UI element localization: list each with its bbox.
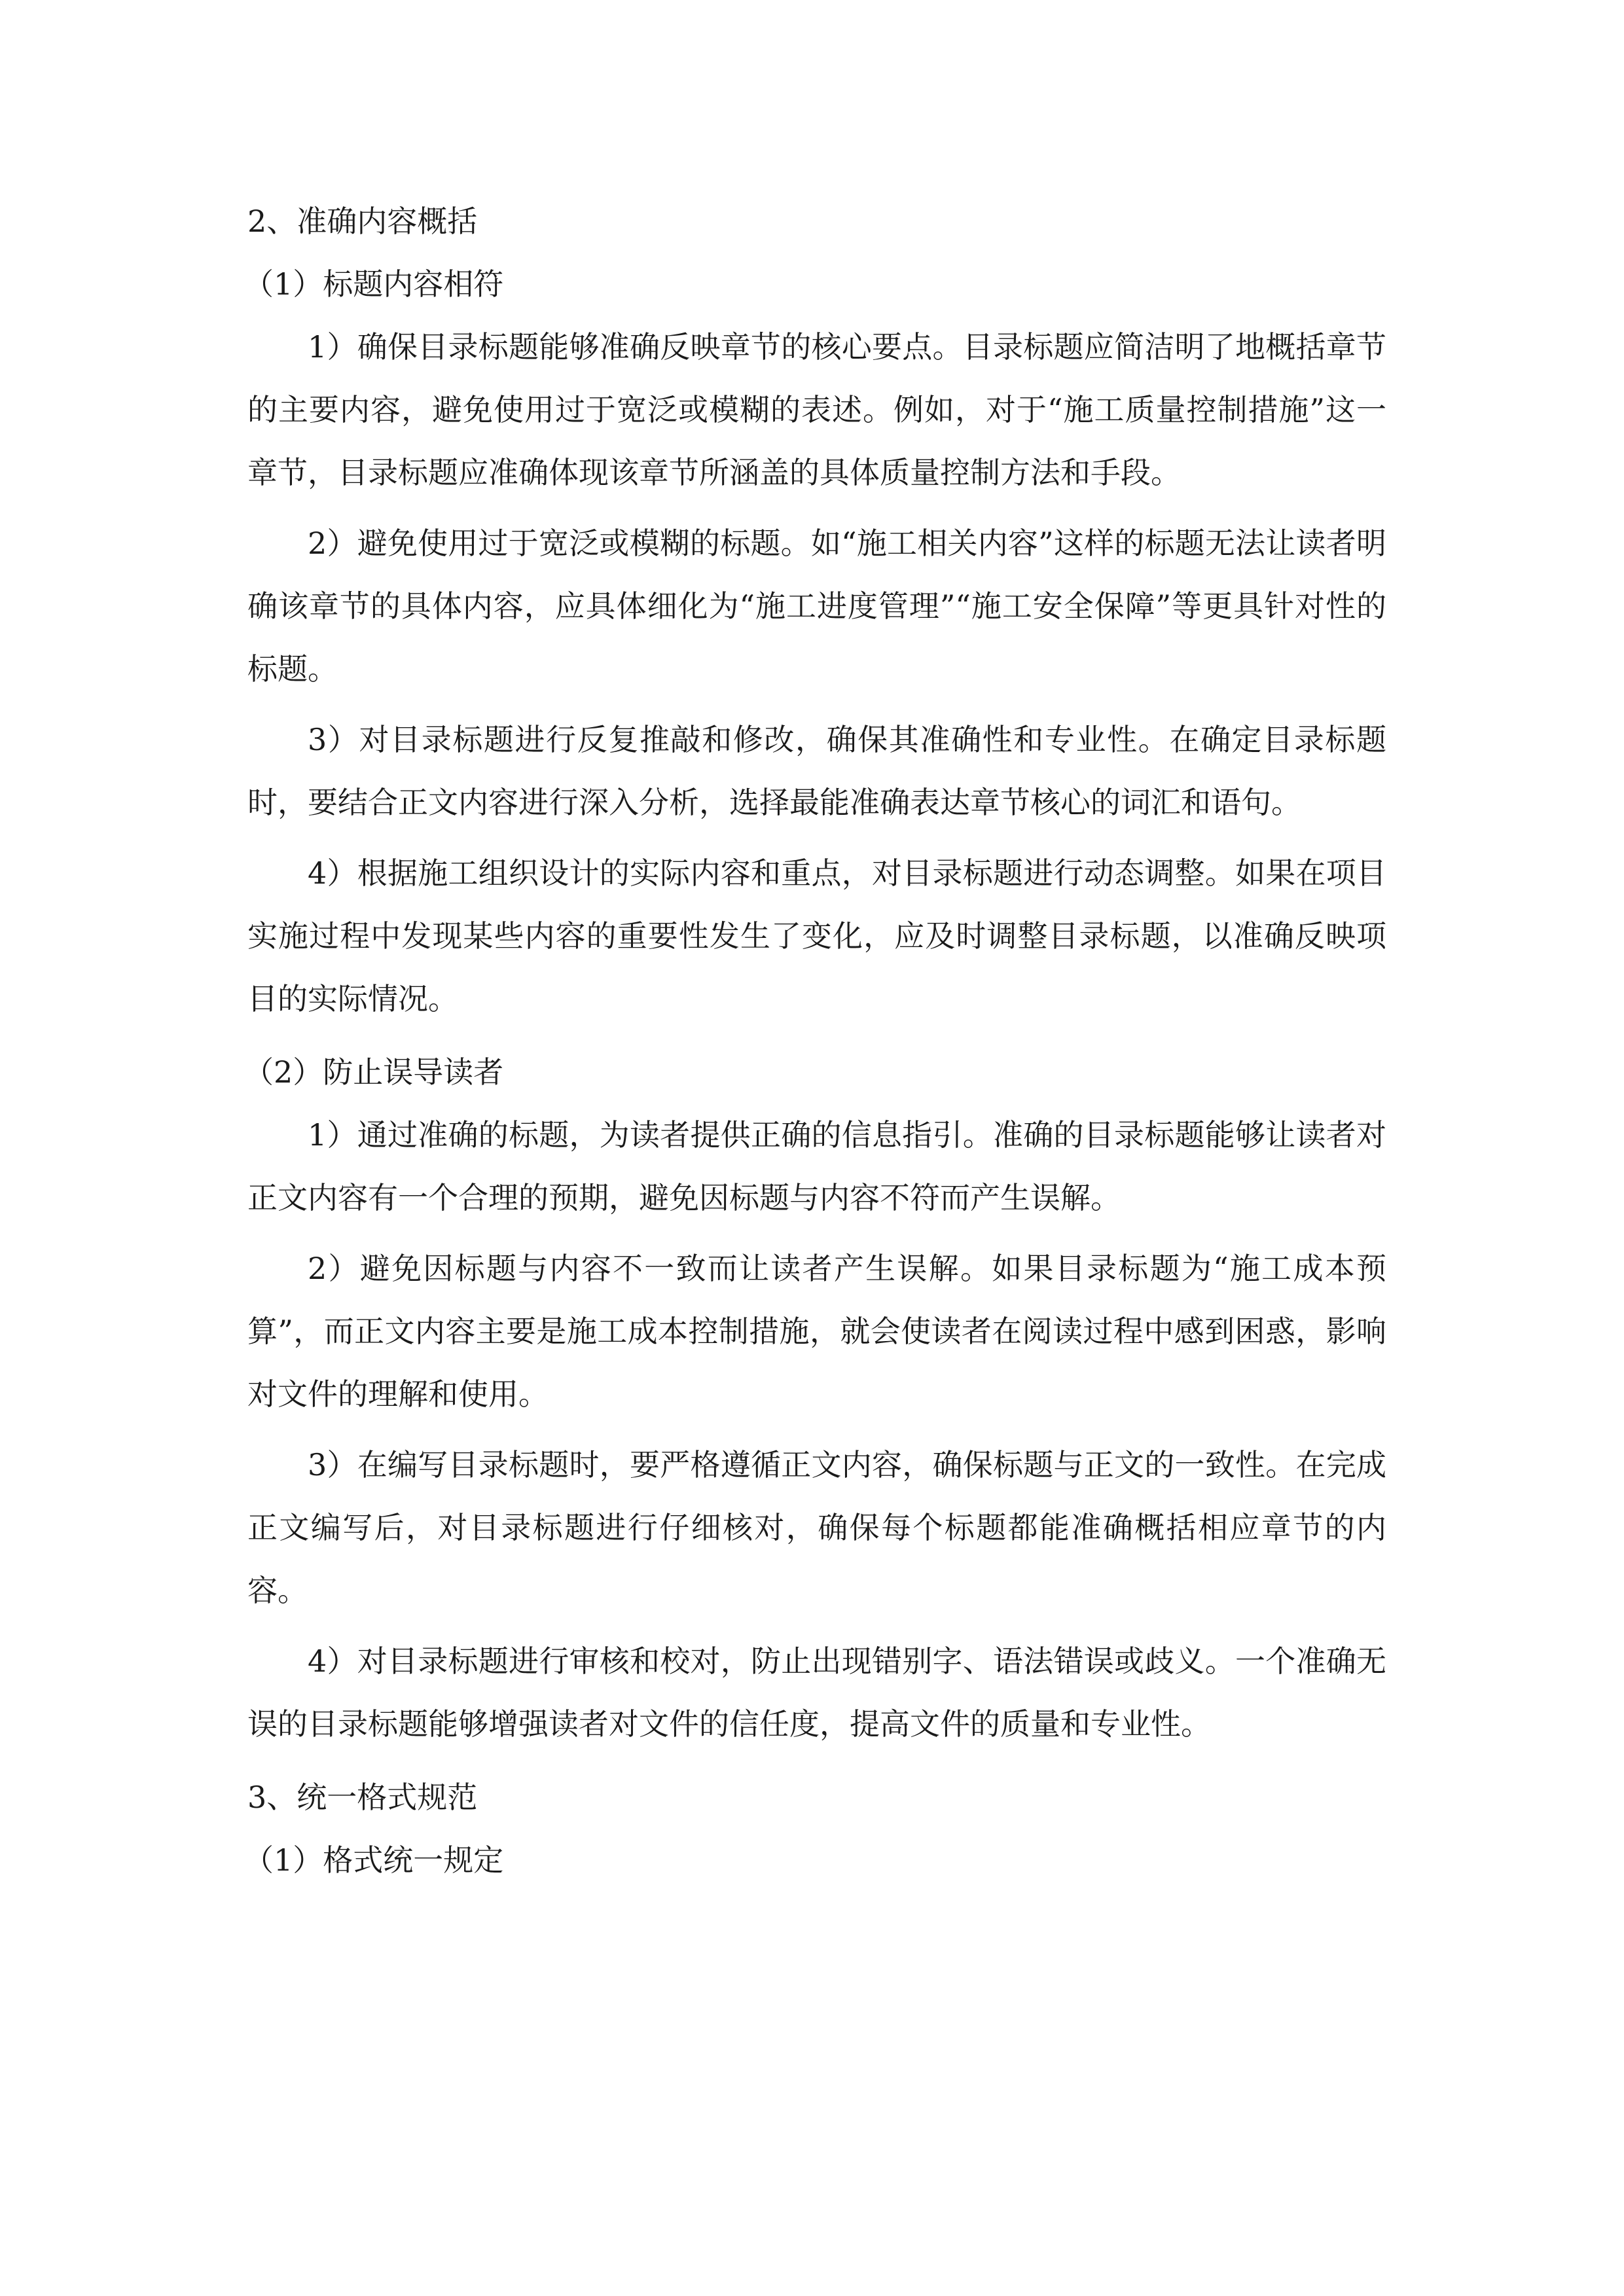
paragraph: 3）对目录标题进行反复推敲和修改，确保其准确性和专业性。在确定目录标题时，要结合正文内容进行深入分析，选择最能准确表达章节核心的词汇和语句。 [247,722,1386,820]
paragraph: 1）通过准确的标题，为读者提供正确的信息指引。准确的目录标题能够让读者对正文内容有一个合理的预期，避免因标题与内容不符而产生误解。 [247,1117,1386,1215]
paragraph: 3）在编写目录标题时，要严格遵循正文内容，确保标题与正文的一致性。在完成正文编写后，对目录标题进行仔细核对，确保每个标题都能准确概括相应章节的内容。 [247,1447,1386,1608]
document-body [244,190,1386,1892]
section-heading: 2、准确内容概括 [247,204,478,239]
paragraph: 2）避免因标题与内容不一致而让读者产生误解。如果目录标题为“施工成本预算”，而正文内容主要是施工成本控制措施，就会使读者在阅读过程中感到困惑，影响对文件的理解和使用。 [247,1251,1386,1412]
subsection-heading: （1）格式统一规定 [244,1842,504,1878]
paragraph: 4）对目录标题进行审核和校对，防止出现错别字、语法错误或歧义。一个准确无误的目录标题能够增强读者对文件的信任度，提高文件的质量和专业性。 [247,1643,1386,1742]
subsection-heading: （1）标题内容相符 [244,266,504,302]
subsection-heading: （2）防止误导读者 [244,1054,504,1090]
paragraph: 2）避免使用过于宽泛或模糊的标题。如“施工相关内容”这样的标题无法让读者明确该章节的具体内容，应具体细化为“施工进度管理”“施工安全保障”等更具针对性的标题。 [247,526,1386,687]
paragraph: 1）确保目录标题能够准确反映章节的核心要点。目录标题应简洁明了地概括章节的主要内容，避免使用过于宽泛或模糊的表述。例如，对于“施工质量控制措施”这一章节，目录标题应准确体现该章节所涵盖的具体质量控制方法和手段。 [247,329,1386,490]
paragraph: 4）根据施工组织设计的实际内容和重点，对目录标题进行动态调整。如果在项目实施过程中发现某些内容的重要性发生了变化，应及时调整目录标题，以准确反映项目的实际情况。 [247,855,1386,1016]
section-heading: 3、统一格式规范 [247,1780,478,1815]
